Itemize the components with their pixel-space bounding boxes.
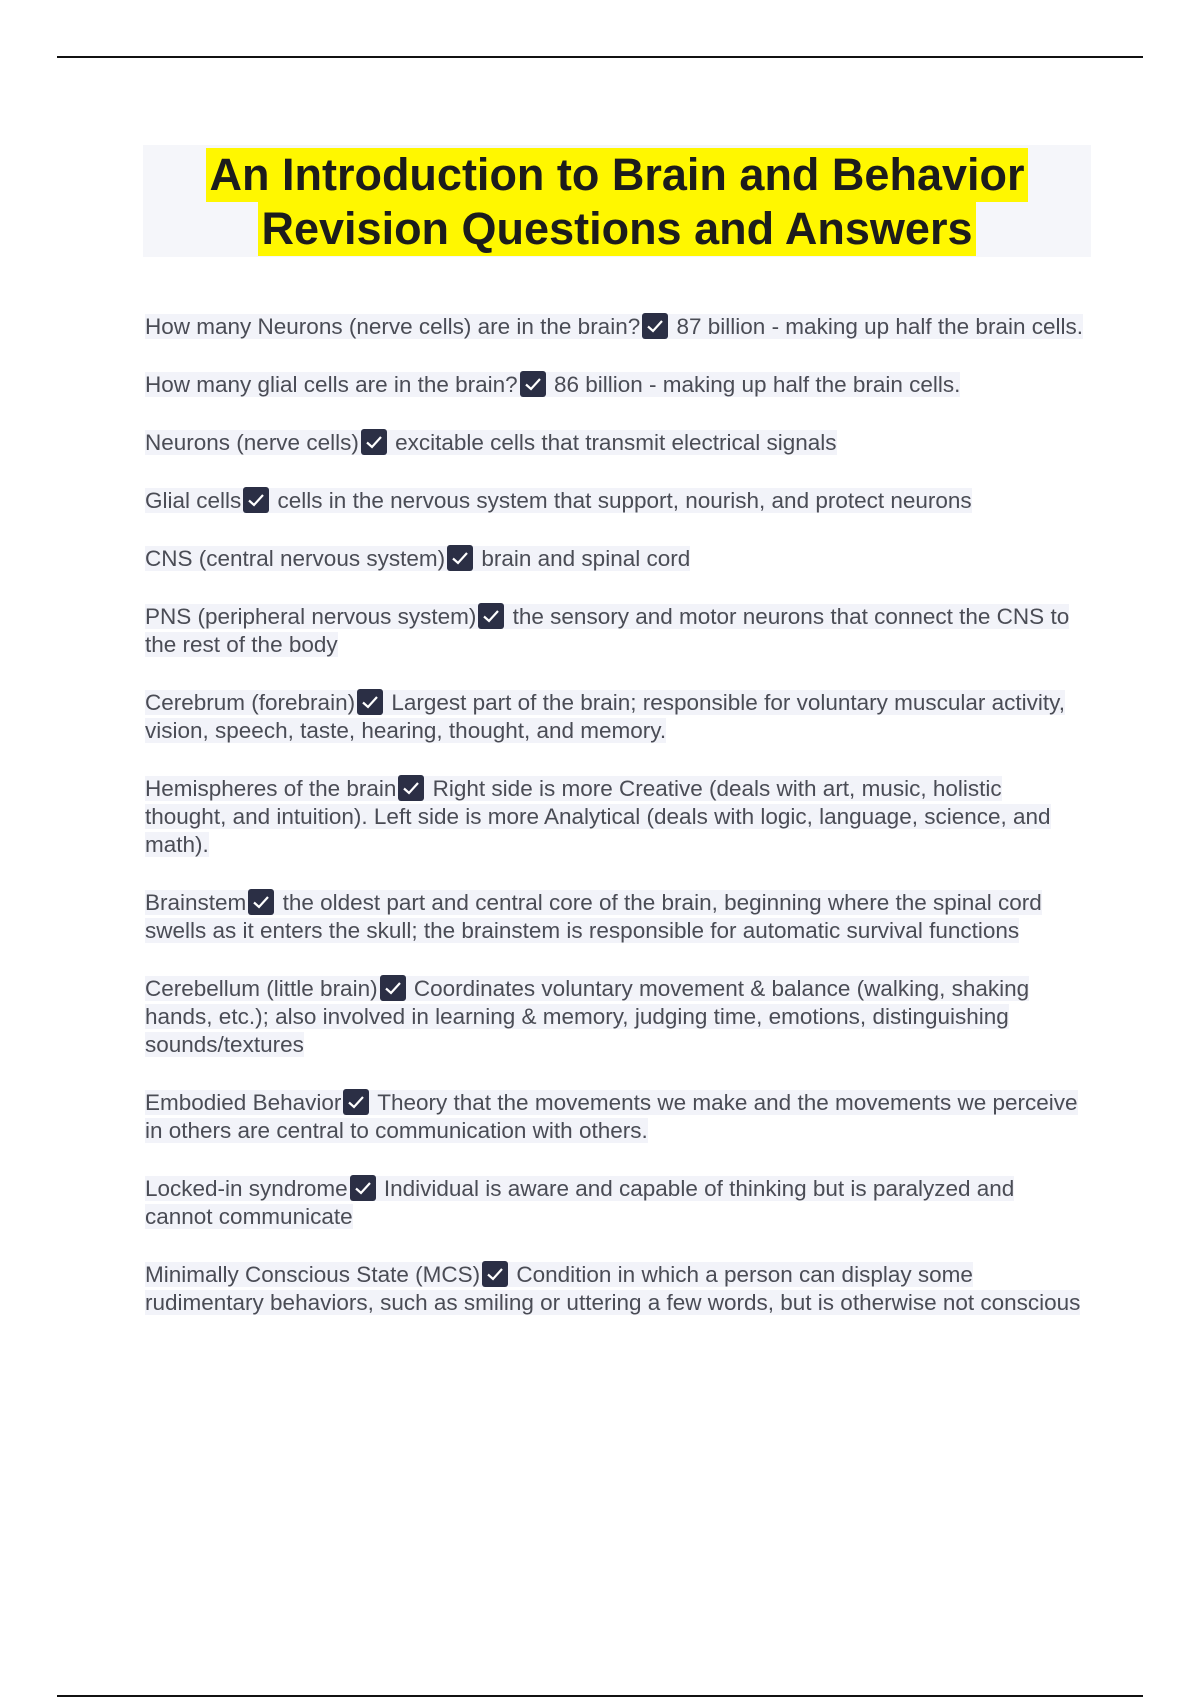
qa-item — [145, 487, 1085, 515]
check-icon — [243, 487, 269, 513]
top-rule — [57, 56, 1143, 58]
qa-item — [145, 1261, 1085, 1317]
qa-answer: 87 billion - making up half the brain cells. — [676, 314, 1083, 339]
qa-term: CNS (central nervous system) — [145, 546, 446, 571]
qa-answer: the oldest part and central core of the brain, beginning where the spinal cord swells as it enters the skull; the brainstem is responsible for automatic survival functions — [145, 890, 1042, 943]
qa-item — [145, 975, 1085, 1059]
qa-answer: Theory that the movements we make and the movements we perceive in others are central to communication with others. — [145, 1090, 1078, 1143]
qa-item — [145, 889, 1085, 945]
qa-term: Cerebellum (little brain) — [145, 976, 378, 1001]
check-icon — [520, 371, 546, 397]
qa-answer: Right side is more Creative (deals with art, music, holistic thought, and intuition). Left side is more Analytical (deals with logic, language, science, and math). — [145, 776, 1051, 857]
qa-answer: Largest part of the brain; responsible for voluntary muscular activity, vision, speech, taste, hearing, thought, and memory. — [145, 690, 1065, 743]
qa-term: Cerebrum (forebrain) — [145, 690, 356, 715]
qa-list — [145, 313, 1085, 1347]
check-icon — [380, 975, 406, 1001]
qa-answer: the sensory and motor neurons that connect the CNS to the rest of the body — [145, 604, 1070, 657]
qa-answer: Condition in which a person can display some rudimentary behaviors, such as smiling or uttering a few words, but is otherwise not conscious — [145, 1262, 1081, 1315]
check-icon — [357, 689, 383, 715]
qa-answer: Coordinates voluntary movement & balance (walking, shaking hands, etc.); also involved in learning & memory, judging time, emotions, distinguishing sounds/textures — [145, 976, 1030, 1057]
check-icon — [350, 1175, 376, 1201]
qa-term: PNS (peripheral nervous system) — [145, 604, 477, 629]
qa-term: Embodied Behavior — [145, 1090, 342, 1115]
qa-term: How many Neurons (nerve cells) are in the brain? — [145, 314, 641, 339]
qa-answer: Individual is aware and capable of thinking but is paralyzed and cannot communicate — [145, 1176, 1015, 1229]
qa-item — [145, 429, 1085, 457]
qa-term: Brainstem — [145, 890, 247, 915]
qa-term: Glial cells — [145, 488, 242, 513]
title-line-2: Revision Questions and Answers — [258, 202, 975, 256]
check-icon — [398, 775, 424, 801]
qa-item — [145, 371, 1085, 399]
qa-answer: 86 billion - making up half the brain cells. — [553, 372, 961, 397]
qa-answer: brain and spinal cord — [481, 546, 691, 571]
document-title — [143, 145, 1091, 257]
check-icon — [343, 1089, 369, 1115]
qa-item — [145, 313, 1085, 341]
qa-answer: cells in the nervous system that support, nourish, and protect neurons — [277, 488, 972, 513]
check-icon — [447, 545, 473, 571]
qa-term: Neurons (nerve cells) — [145, 430, 359, 455]
title-line-1: An Introduction to Brain and Behavior — [206, 148, 1027, 202]
check-icon — [361, 429, 387, 455]
qa-term: How many glial cells are in the brain? — [145, 372, 518, 397]
qa-item — [145, 1089, 1085, 1145]
qa-answer: excitable cells that transmit electrical signals — [395, 430, 837, 455]
qa-item — [145, 545, 1085, 573]
qa-item — [145, 603, 1085, 659]
check-icon — [478, 603, 504, 629]
qa-term: Locked-in syndrome — [145, 1176, 348, 1201]
check-icon — [642, 313, 668, 339]
qa-item — [145, 1175, 1085, 1231]
qa-term: Minimally Conscious State (MCS) — [145, 1262, 481, 1287]
check-icon — [482, 1261, 508, 1287]
bottom-rule — [57, 1695, 1143, 1697]
qa-item — [145, 689, 1085, 745]
check-icon — [248, 889, 274, 915]
qa-item — [145, 775, 1085, 859]
qa-term: Hemispheres of the brain — [145, 776, 397, 801]
